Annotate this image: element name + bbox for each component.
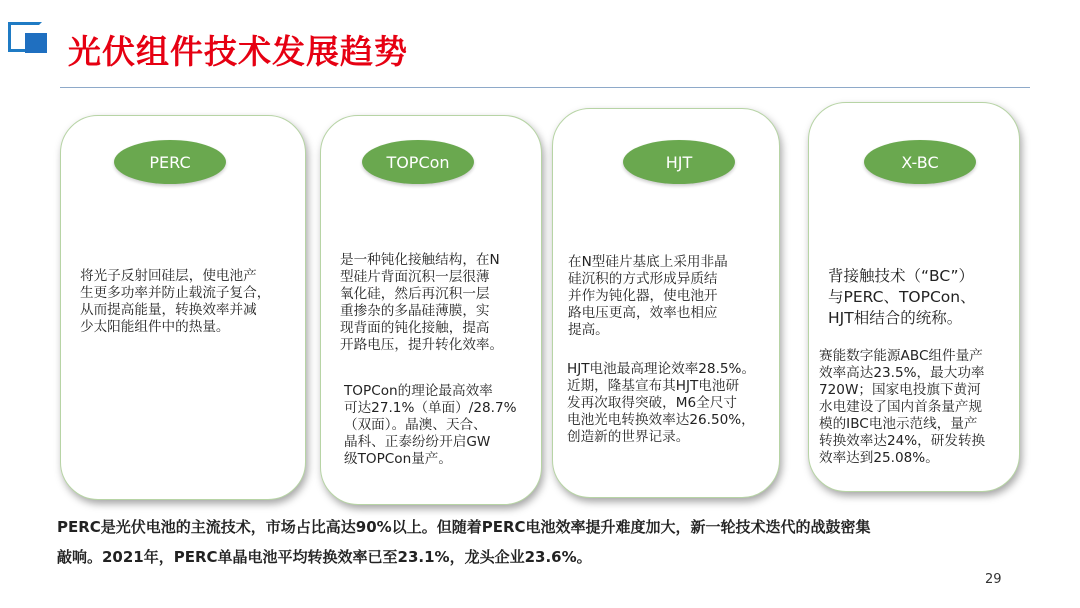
topcon-description: 是一种钝化接触结构，在N 型硅片背面沉积一层很薄 氧化硅，然后再沉积一层 重掺杂的多晶硅薄膜，实 现背面的钝化接触，提高 开路电压，提升转化效率。 [340, 252, 504, 353]
page-number: 29 [985, 572, 1002, 587]
pill-hjt: HJT [623, 140, 735, 184]
pill-topcon: TOPCon [362, 140, 474, 184]
xbc-efficiency-note: 赛能数字能源ABC组件量产 效率高达23.5%，最大功率 720W；国家电投旗下黄河 水电建设了国内首条量产规 模的IBC电池示范线，量产 转换效率达24%，研发转换 效率达到25.08%。 [819, 348, 986, 466]
logo-icon [8, 22, 56, 56]
footer-line-2: 敲响。2021年，PERC单晶电池平均转换效率已至23.1%，龙头企业23.6%。 [57, 548, 592, 566]
title-divider [60, 87, 1030, 88]
xbc-description: 背接触技术（“BC”） 与PERC、TOPCon、 HJT相结合的统称。 [828, 267, 976, 327]
footer-line-1: PERC是光伏电池的主流技术，市场占比高达90%以上。但随着PERC电池效率提升难度加大，新一轮技术迭代的战鼓密集 [57, 518, 871, 536]
perc-description: 将光子反射回硅层，使电池产 生更多功率并防止载流子复合， 从而提高能量，转换效率并减 少太阳能组件中的热量。 [80, 268, 271, 335]
pill-xbc: X-BC [864, 140, 976, 184]
pill-perc: PERC [114, 140, 226, 184]
topcon-efficiency-note: TOPCon的理论最高效率 可达27.1%（单面）/28.7% （双面）。晶澳、天合、 晶科、正泰纷纷开启GW 级TOPCon量产。 [344, 383, 517, 467]
slide-title: 光伏组件技术发展趋势 [68, 32, 408, 71]
hjt-description: 在N型硅片基底上采用非晶 硅沉积的方式形成异质结 并作为钝化器，使电池开 路电压更高，效率也相应 提高。 [568, 254, 728, 338]
hjt-efficiency-note: HJT电池最高理论效率28.5%。 近期，隆基宣布其HJT电池研 发再次取得突破，M6全尺寸 电池光电转换效率达26.50%， 创造新的世界记录。 [567, 361, 756, 445]
